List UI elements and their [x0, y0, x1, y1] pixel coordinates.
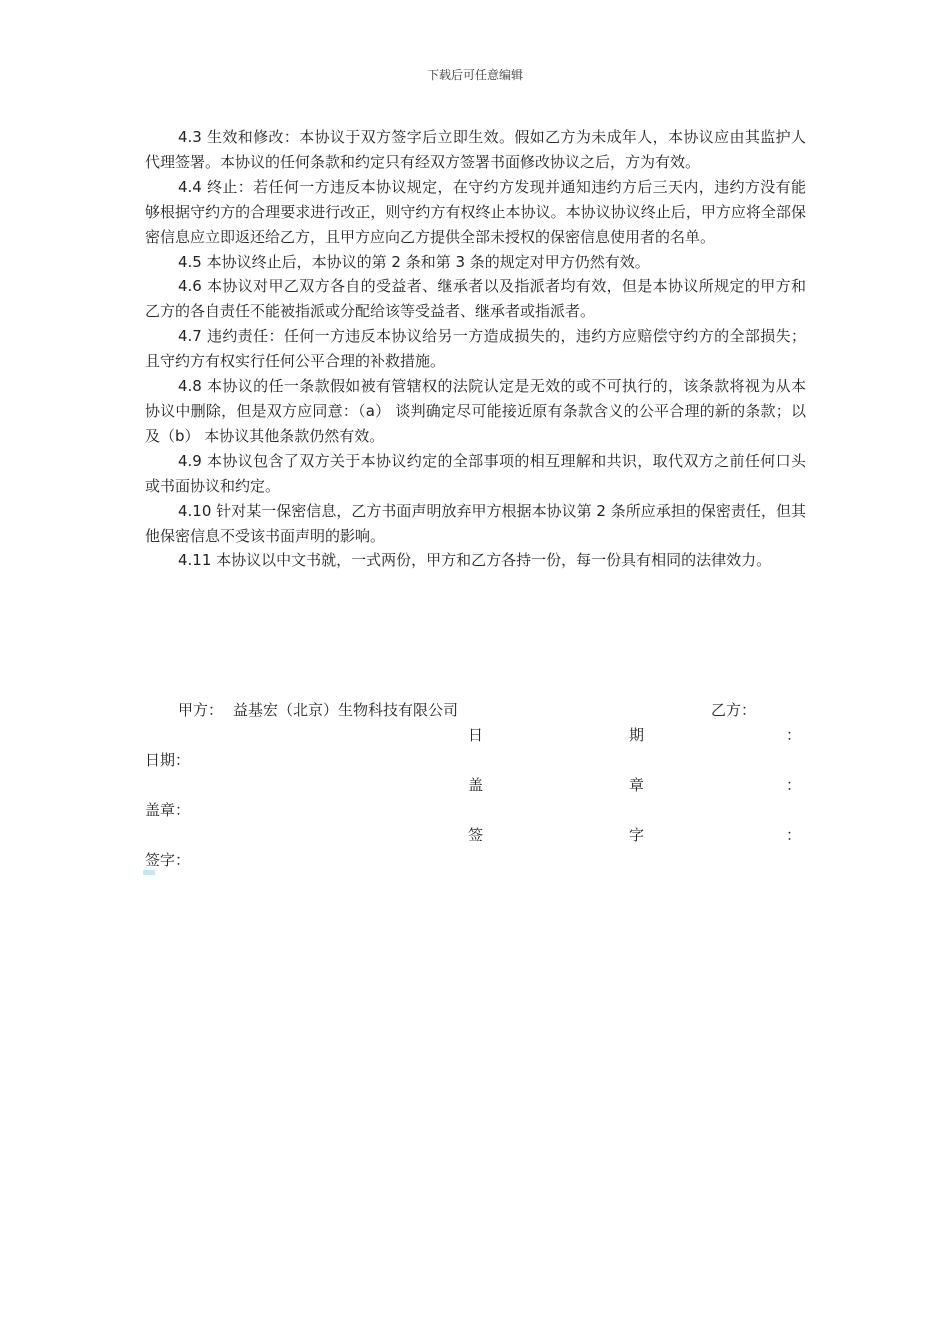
clause-4-3: 4.3 生效和修改：本协议于双方签字后立即生效。假如乙方为未成年人，本协议应由其监护人代理签署。本协议的任何条款和约定只有经双方签署书面修改协议之后，方为有效。: [145, 128, 806, 171]
date-label: 日期：: [145, 751, 191, 769]
party-a-label: 甲方：: [178, 701, 224, 719]
seal-label: 盖章：: [145, 801, 191, 819]
clause-4-9: 4.9 本协议包含了双方关于本协议约定的全部事项的相互理解和共识，取代双方之前任何口头或书面协议和约定。: [145, 451, 806, 495]
seal-char-1: 盖: [468, 776, 484, 794]
clause-4-4: 4.4 终止：若任何一方违反本协议规定，在守约方发现并通知违约方后三天内，违约方没有能够根据守约方的合理要求进行改正，则守约方有权终止本协议。本协议协议终止后，甲方应将全部保密信息应立即返还给乙方，且甲方应向乙方提供全部未授权的保密信息使用者的名单。: [145, 177, 806, 246]
clause-4-8: 4.8 本协议的任一条款假如被有管辖权的法院认定是无效的或不可执行的，该条款将视为从本协议中删除，但是双方应同意：（a） 谈判确定尽可能接近原有条款含义的公平合理的新的条款；以及（b） 本协议其他条款仍然有效。: [145, 377, 806, 445]
date-char-2: 期: [629, 726, 645, 744]
agreement-clauses: [145, 125, 806, 573]
date-char-1: 日: [468, 726, 484, 744]
seal-colon: ：: [786, 776, 802, 794]
party-b-label: 乙方：: [711, 701, 757, 719]
sign-char-1: 签: [468, 826, 484, 844]
page-header: 下载后可任意编辑: [426, 68, 523, 82]
seal-char-2: 章: [629, 776, 645, 794]
sign-label: 签字：: [145, 851, 191, 869]
date-colon: ：: [786, 726, 802, 744]
clause-4-6: 4.6 本协议对甲乙双方各自的受益者、继承者以及指派者均有效，但是本协议所规定的甲方和乙方的各自责任不能被指派或分配给该等受益者、继承者或指派者。: [145, 277, 806, 321]
clause-4-5: 4.5 本协议终止后，本协议的第 2 条和第 3 条的规定对甲方仍然有效。: [178, 252, 650, 271]
clause-4-7: 4.7 违约责任：任何一方违反本协议给另一方造成损失的，违约方应赔偿守约方的全部损失；且守约方有权实行任何公平合理的补救措施。: [145, 327, 806, 371]
clause-4-10: 4.10 针对某一保密信息，乙方书面声明放弃甲方根据本协议第 2 条所应承担的保密责任，但其他保密信息不受该书面声明的影响。: [145, 501, 806, 545]
sign-colon: ：: [786, 826, 802, 844]
text-cursor-highlight: [143, 870, 155, 875]
clause-4-11: 4.11 本协议以中文书就，一式两份，甲方和乙方各持一份，每一份具有相同的法律效力。: [178, 551, 772, 570]
sign-char-2: 字: [629, 826, 645, 844]
party-a-name: 益基宏（北京）生物科技有限公司: [233, 701, 459, 719]
